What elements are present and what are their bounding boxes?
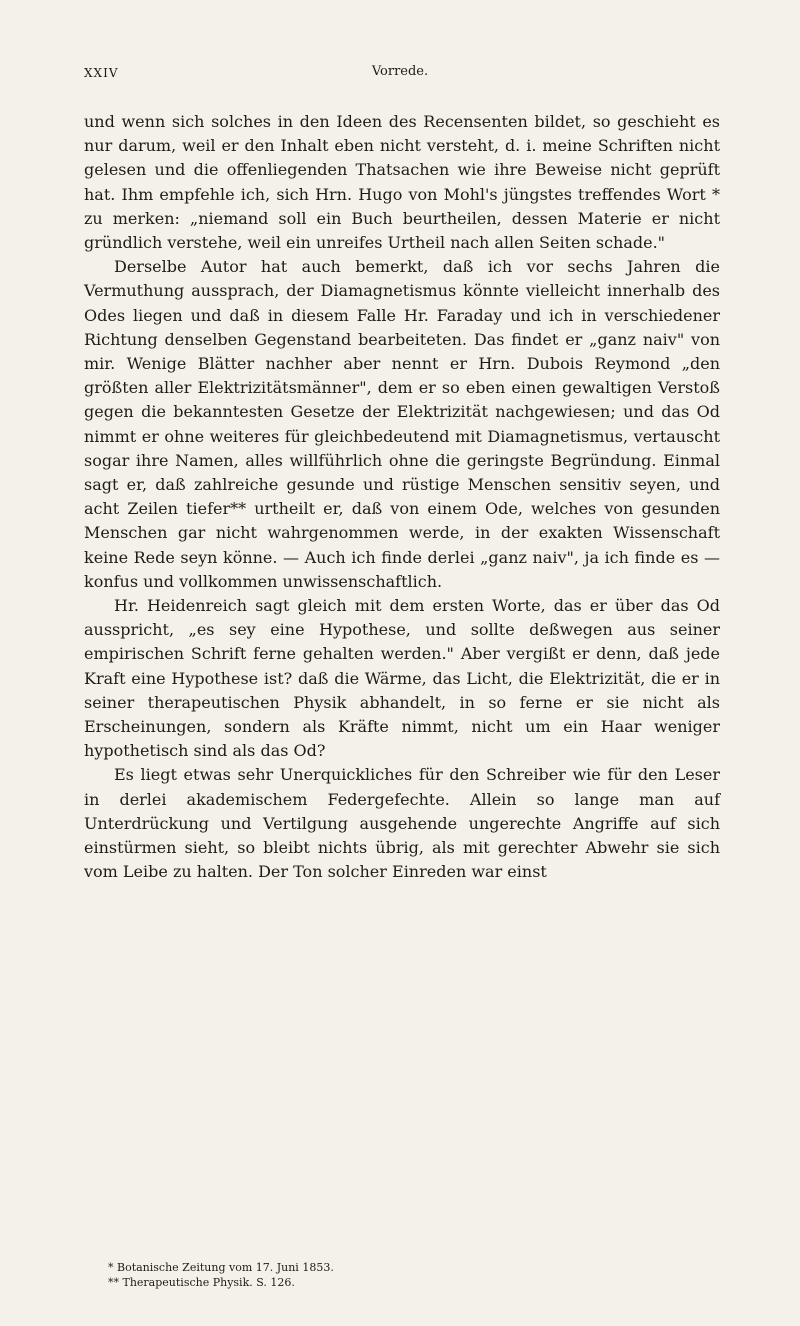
page-header — [0, 64, 800, 86]
body-text — [84, 110, 720, 885]
footnote: * Botanische Zeitung vom 17. Juni 1853. — [108, 1261, 334, 1274]
paragraph: Es liegt etwas sehr Unerquickliches für den Schreiber wie für den Leser in derlei akademischem Federgefechte. Allein so lange man auf Unterdrückung und Vertilgung ausgehende ungerechte Angriffe auf sich einstürmen sieht, so bleibt nichts übrig, als mit gerechter Abwehr sie sich vom Leibe zu halten. Der Ton solcher Einreden war einst — [84, 765, 720, 882]
paragraph: Derselbe Autor hat auch bemerkt, daß ich vor sechs Jahren die Vermuthung aussprach, der Diamagnetismus könnte vielleicht innerhalb des Odes liegen und daß in diesem Falle Hr. Faraday und ich in verschiedener Richtung denselben Gegenstand bearbeiteten. Das findet er „ganz naiv" von mir. Wenige Blätter nachher aber nennt er Hrn. Dubois Reymond „den größten aller Elektrizitätsmänner", dem er so eben einen gewaltigen Verstoß gegen die bekanntesten Gesetze der Elektrizität nachgewiesen; und das Od nimmt er ohne weiteres für gleichbedeutend mit Diamagnetismus, vertauscht sogar ihre Namen, alles willführlich ohne die geringste Begründung. Einmal sagt er, daß zahlreiche gesunde und rüstige Menschen sensitiv seyen, und acht Zeilen tiefer** urtheilt er, daß von einem Ode, welches von gesunden Menschen gar nicht wahrgenommen werde, in der exakten Wissenschaft keine Rede seyn könne. — Auch ich finde derlei „ganz naiv", ja ich finde es — konfus und vollkommen unwissenschaftlich. — [84, 257, 720, 591]
paragraph: und wenn sich solches in den Ideen des Recensenten bildet, so geschieht es nur darum, weil er den Inhalt eben nicht versteht, d. i. meine Schriften nicht gelesen und die offenliegenden Thatsachen wie ihre Beweise nicht geprüft hat. Ihm empfehle ich, sich Hrn. Hugo von Mohl's jüngstes treffendes Wort * zu merken: „niemand soll ein Buch beurtheilen, dessen Materie er nicht gründlich verstehe, weil ein unreifes Urtheil nach allen Seiten schade." — [84, 112, 720, 253]
footnote: ** Therapeutische Physik. S. 126. — [108, 1276, 295, 1289]
footnotes — [84, 1260, 720, 1290]
page-number: XXIV — [84, 66, 119, 80]
running-head: Vorrede. — [371, 64, 429, 79]
paragraph: Hr. Heidenreich sagt gleich mit dem ersten Worte, das er über das Od ausspricht, „es sey eine Hypothese, und sollte deßwegen aus seiner empirischen Schrift ferne gehalten werden." Aber vergißt er denn, daß jede Kraft eine Hypothese ist? daß die Wärme, das Licht, die Elektrizität, die er in seiner therapeutischen Physik abhandelt, in so ferne er sie nicht als Erscheinungen, sondern als Kräfte nimmt, nicht um ein Haar weniger hypothetisch sind als das Od? — [84, 596, 720, 761]
